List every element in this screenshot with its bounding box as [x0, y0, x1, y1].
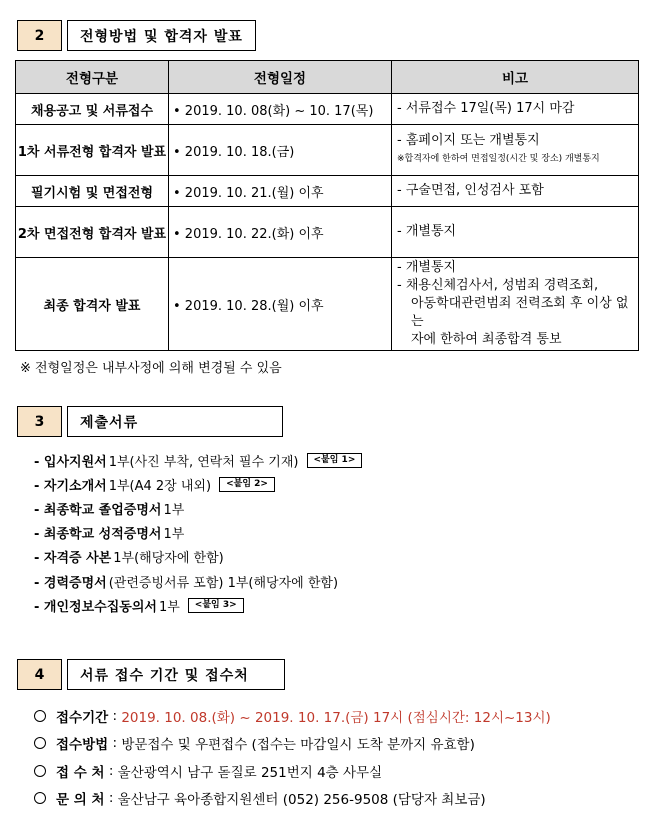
doc-desc: (관련증빙서류 포함) 1부(해당자에 한함) — [108, 575, 339, 591]
section-title: 서류 접수 기간 및 접수처 — [67, 659, 285, 690]
doc-name: - 최종학교 성적증명서 — [34, 527, 162, 543]
list-item: 접수기간 : 2019. 10. 08.(화) ~ 2019. 10. 17.(금) 17시 (점심시간: 12시~13시) — [34, 702, 551, 730]
circle-bullet-icon — [34, 765, 46, 777]
info-value: 2019. 10. 08.(화) ~ 2019. 10. 17.(금) 17시 (점심시간: 12시~13시) — [121, 709, 551, 726]
list-item — [34, 593, 362, 617]
doc-desc: 1부 — [163, 527, 185, 543]
remark-cell — [392, 94, 639, 125]
date-cell: • 2019. 10. 21.(월) 이후 — [169, 176, 392, 207]
doc-name: - 최종학교 졸업증명서 — [34, 502, 162, 518]
section-number: 2 — [17, 20, 62, 51]
remark-line: 아동학대관련범죄 전력조회 후 이상 없는 — [411, 296, 629, 329]
submission-info-list — [34, 702, 551, 812]
table-header-row — [16, 61, 639, 94]
stage-cell: 채용공고 및 서류접수 — [16, 94, 169, 125]
remark-line: - 개별통지 — [397, 260, 457, 275]
list-item: 접수방법 : 방문접수 및 우편접수 (접수는 마감일시 도착 분까지 유효함) — [34, 730, 551, 758]
remark-line: - 구술면접, 인성검사 포함 — [397, 183, 544, 198]
date-cell: • 2019. 10. 22.(화) 이후 — [169, 207, 392, 258]
attachment-tag: <붙임 2> — [219, 477, 275, 492]
schedule-note: ※ 전형일정은 내부사정에 의해 변경될 수 있음 — [20, 361, 282, 376]
info-label: 문 의 처 — [56, 792, 105, 809]
date-cell: • 2019. 10. 28.(월) 이후 — [169, 258, 392, 351]
list-item — [34, 545, 362, 569]
stage-cell: 최종 합격자 발표 — [16, 258, 169, 351]
list-item — [34, 448, 362, 472]
schedule-table — [15, 60, 639, 351]
column-header: 전형일정 — [169, 61, 392, 94]
info-label: 접수방법 — [56, 737, 109, 754]
section-4-header — [17, 659, 285, 690]
doc-desc: 1부(해당자에 한함) — [113, 551, 224, 567]
section-3-header — [17, 406, 283, 437]
column-header: 비고 — [392, 61, 639, 94]
circle-bullet-icon — [34, 710, 46, 722]
remark-line: - 홈페이지 또는 개별통지 — [397, 133, 540, 148]
document-list — [34, 448, 362, 617]
list-item — [34, 496, 362, 520]
remark-cell — [392, 125, 639, 176]
section-2-header — [17, 20, 256, 51]
list-item: 문 의 처 : 울산남구 육아종합지원센터 (052) 256-9508 (담당자 최보금) — [34, 785, 551, 813]
stage-cell: 1차 서류전형 합격자 발표 — [16, 125, 169, 176]
section-title: 제출서류 — [67, 406, 283, 437]
column-header: 전형구분 — [16, 61, 169, 94]
remark-line: - 채용신체검사서, 성범죄 경력조회, — [397, 278, 599, 293]
doc-name: - 자기소개서 — [34, 478, 107, 494]
info-label: 접수기간 — [56, 709, 109, 726]
remark-line: 자에 한하여 최종합격 통보 — [411, 332, 562, 347]
table-row — [16, 207, 639, 258]
doc-name: - 개인정보수집동의서 — [34, 599, 157, 615]
section-number: 3 — [17, 406, 62, 437]
stage-cell: 2차 면접전형 합격자 발표 — [16, 207, 169, 258]
info-value: 울산광역시 남구 돋질로 251번지 4층 사무실 — [117, 764, 383, 781]
remark-line: - 서류접수 17일(목) 17시 마감 — [397, 101, 575, 116]
list-item — [34, 472, 362, 496]
date-cell: • 2019. 10. 08(화) ~ 10. 17(목) — [169, 94, 392, 125]
circle-bullet-icon — [34, 737, 46, 749]
doc-name: - 입사지원서 — [34, 454, 107, 470]
doc-name: - 자격증 사본 — [34, 551, 112, 567]
remark-line: - 개별통지 — [397, 224, 457, 239]
table-row — [16, 176, 639, 207]
doc-desc: 1부 — [163, 502, 185, 518]
section-title: 전형방법 및 합격자 발표 — [67, 20, 256, 51]
remark-footnote: ※합격자에 한하여 면접일정(시간 및 장소) 개별통지 — [397, 154, 600, 164]
list-item — [34, 521, 362, 545]
stage-cell: 필기시험 및 면접전형 — [16, 176, 169, 207]
remark-cell — [392, 207, 639, 258]
doc-desc: 1부 — [158, 599, 180, 615]
table-row — [16, 258, 639, 351]
info-value: 방문접수 및 우편접수 (접수는 마감일시 도착 분까지 유효함) — [121, 737, 475, 754]
date-cell: • 2019. 10. 18.(금) — [169, 125, 392, 176]
doc-name: - 경력증명서 — [34, 575, 107, 591]
doc-desc: 1부(A4 2장 내외) — [108, 478, 212, 494]
remark-cell — [392, 176, 639, 207]
attachment-tag: <붙임 3> — [188, 598, 244, 613]
info-value: 울산남구 육아종합지원센터 (052) 256-9508 (담당자 최보금) — [117, 792, 486, 809]
list-item — [34, 569, 362, 593]
attachment-tag: <붙임 1> — [307, 453, 363, 468]
section-number: 4 — [17, 659, 62, 690]
info-label: 접 수 처 — [56, 764, 105, 781]
remark-cell — [392, 258, 639, 351]
table-row — [16, 125, 639, 176]
list-item: 접 수 처 : 울산광역시 남구 돋질로 251번지 4층 사무실 — [34, 757, 551, 785]
table-row — [16, 94, 639, 125]
circle-bullet-icon — [34, 792, 46, 804]
doc-desc: 1부(사진 부착, 연락처 필수 기재) — [108, 454, 299, 470]
